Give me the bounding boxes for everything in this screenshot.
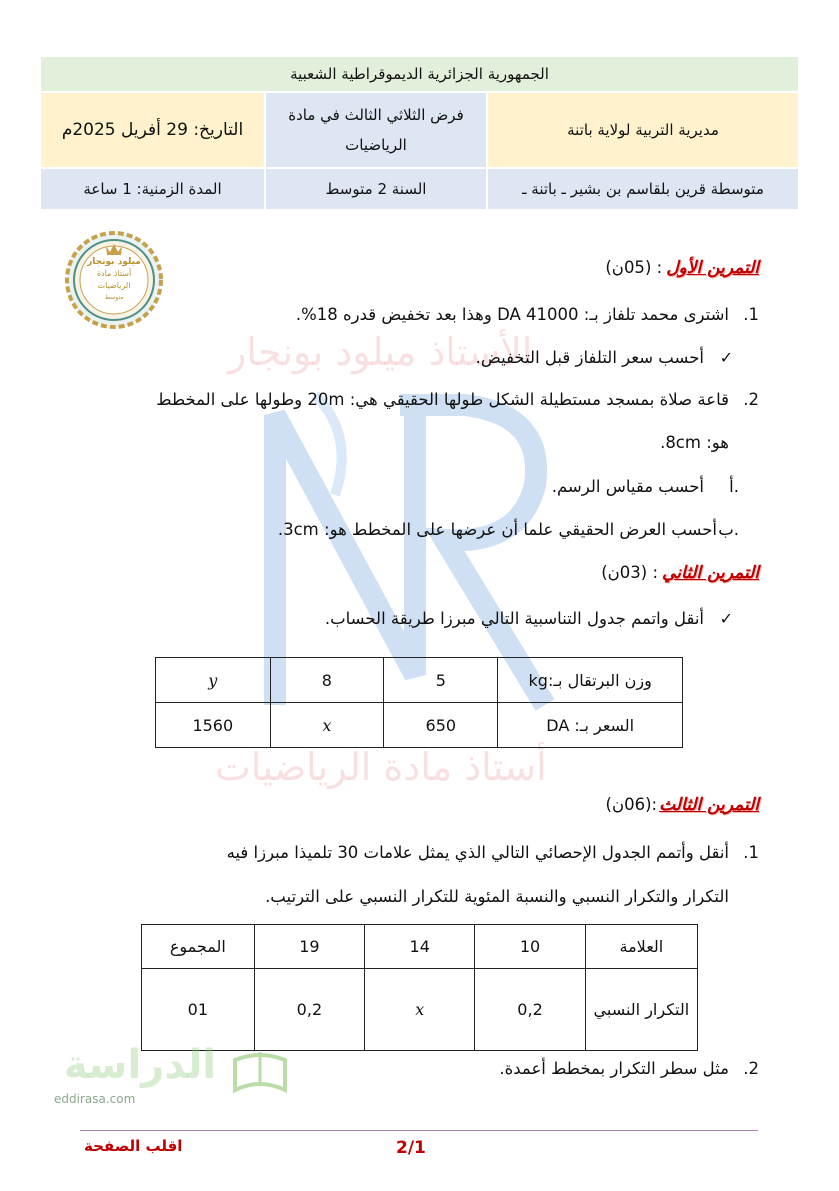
logo-line4: متوسط: [104, 294, 124, 301]
ex3-q1-number: .1: [743, 843, 759, 862]
teacher-logo: [64, 230, 164, 330]
ex3-heading: [606, 795, 759, 815]
table-cell: x: [365, 969, 475, 1051]
page-number: 2/1: [396, 1138, 426, 1158]
table-cell: 8: [270, 658, 384, 703]
ex1-q2-a: أحسب مقياس الرسم.: [551, 477, 704, 496]
site-url: eddirasa.com: [54, 1092, 136, 1106]
table-cell: العلامة: [585, 925, 697, 969]
table-cell: 1560: [156, 703, 271, 748]
statistics-table: [141, 924, 698, 1051]
ex3-title: التمرين الثالث: [659, 795, 759, 815]
exam-date: التاريخ: 29 أفريل 2025م: [40, 92, 265, 168]
site-logo-text: الدراسة: [63, 1042, 217, 1088]
table-cell: y: [156, 658, 271, 703]
ex1-q2-line2: هو: 8cm.: [660, 433, 729, 452]
table-row: [142, 969, 698, 1051]
ex3-q2-text: مثل سطر التكرار بمخطط أعمدة.: [499, 1059, 729, 1078]
grade-level: السنة 2 متوسط: [265, 168, 487, 210]
table-cell: x: [270, 703, 384, 748]
logo-name: ميلود بونجار: [87, 257, 141, 267]
logo-text: [80, 256, 148, 304]
table-cell: 5: [384, 658, 498, 703]
ex3-q2-number: .2: [743, 1059, 759, 1078]
proportionality-table: [155, 657, 683, 748]
table-cell: 14: [365, 925, 475, 969]
table-cell: 650: [384, 703, 498, 748]
ex3-points: :(06ن): [605, 795, 658, 814]
ex1-title: التمرين الأول: [666, 258, 759, 278]
table-cell: التكرار النسبي: [585, 969, 697, 1051]
turn-page-note: اقلب الصفحة: [84, 1137, 183, 1155]
ex2-instruction: أنقل واتمم جدول التناسبية التالي مبرزا طريقة الحساب.: [324, 609, 704, 628]
directorate: مديرية التربية لولاية باتنة: [487, 92, 799, 168]
exam-title-line1: فرض الثلاثي الثالث في مادة: [288, 106, 464, 124]
ex2-heading: [601, 563, 759, 583]
ex1-q1-number: .1: [743, 305, 759, 324]
logo-line2: أستاذ مادة: [96, 269, 132, 278]
teacher-name-watermark: الأستاذ ميلود بونجار: [228, 330, 533, 374]
table-row: [156, 658, 683, 703]
ex1-q1-a: أحسب سعر التلفاز قبل التخفيض.: [475, 348, 704, 367]
book-icon: [230, 1040, 290, 1095]
checkmark-icon: ✓: [719, 609, 733, 628]
checkmark-icon: ✓: [719, 348, 733, 367]
ex1-q2-b: أحسب العرض الحقيقي علما أن عرضها على المخطط هو: 3cm.: [277, 520, 717, 539]
exam-title: [265, 92, 487, 168]
school-name: متوسطة قرين بلقاسم بن بشير ـ باتنة ـ: [487, 168, 799, 210]
ex1-q2-a-number: أ.: [729, 477, 739, 496]
exam-header: [40, 56, 799, 210]
duration: المدة الزمنية: 1 ساعة: [40, 168, 265, 210]
ex1-q2-b-number: ب.: [718, 520, 739, 539]
table-cell: 10: [475, 925, 585, 969]
ex1-q2-number: .2: [743, 390, 759, 409]
table-cell: 0,2: [254, 969, 364, 1051]
republic-title: الجمهورية الجزائرية الديموقراطية الشعبية: [40, 56, 799, 92]
subject-watermark: أستاذ مادة الرياضيات: [215, 745, 547, 789]
logo-line3: الرياضيات: [97, 281, 131, 290]
table-row: [156, 703, 683, 748]
table-cell: المجموع: [142, 925, 255, 969]
ex1-q1-text: اشترى محمد تلفاز بـ: 41000 DA وهذا بعد تخفيض قدره 18%.: [295, 305, 729, 324]
ex2-points: : (03ن): [601, 563, 659, 582]
table-cell: السعر بـ: DA: [498, 703, 683, 748]
table-cell: 01: [142, 969, 255, 1051]
table-cell: 19: [254, 925, 364, 969]
table-cell: 0,2: [475, 969, 585, 1051]
ex3-q1-line1: أنقل وأتمم الجدول الإحصائي التالي الذي يمثل علامات 30 تلميذا مبرزا فيه: [226, 843, 729, 862]
ex1-q2-line1: قاعة صلاة بمسجد مستطيلة الشكل طولها الحقيقي هي: 20m وطولها على المخطط: [156, 390, 729, 409]
ex3-q1-line2: التكرار والتكرار النسبي والنسبة المئوية للتكرار النسبي على الترتيب.: [265, 887, 729, 906]
table-row: [142, 925, 698, 969]
ex1-heading: [605, 258, 759, 278]
footer-divider: [80, 1130, 758, 1131]
exam-title-line2: الرياضيات: [345, 136, 407, 154]
table-cell: وزن البرتقال بـ:kg: [498, 658, 683, 703]
ex1-points: : (05ن): [605, 258, 663, 277]
ex2-title: التمرين الثاني: [662, 563, 759, 583]
site-logo-watermark: [50, 1040, 290, 1110]
